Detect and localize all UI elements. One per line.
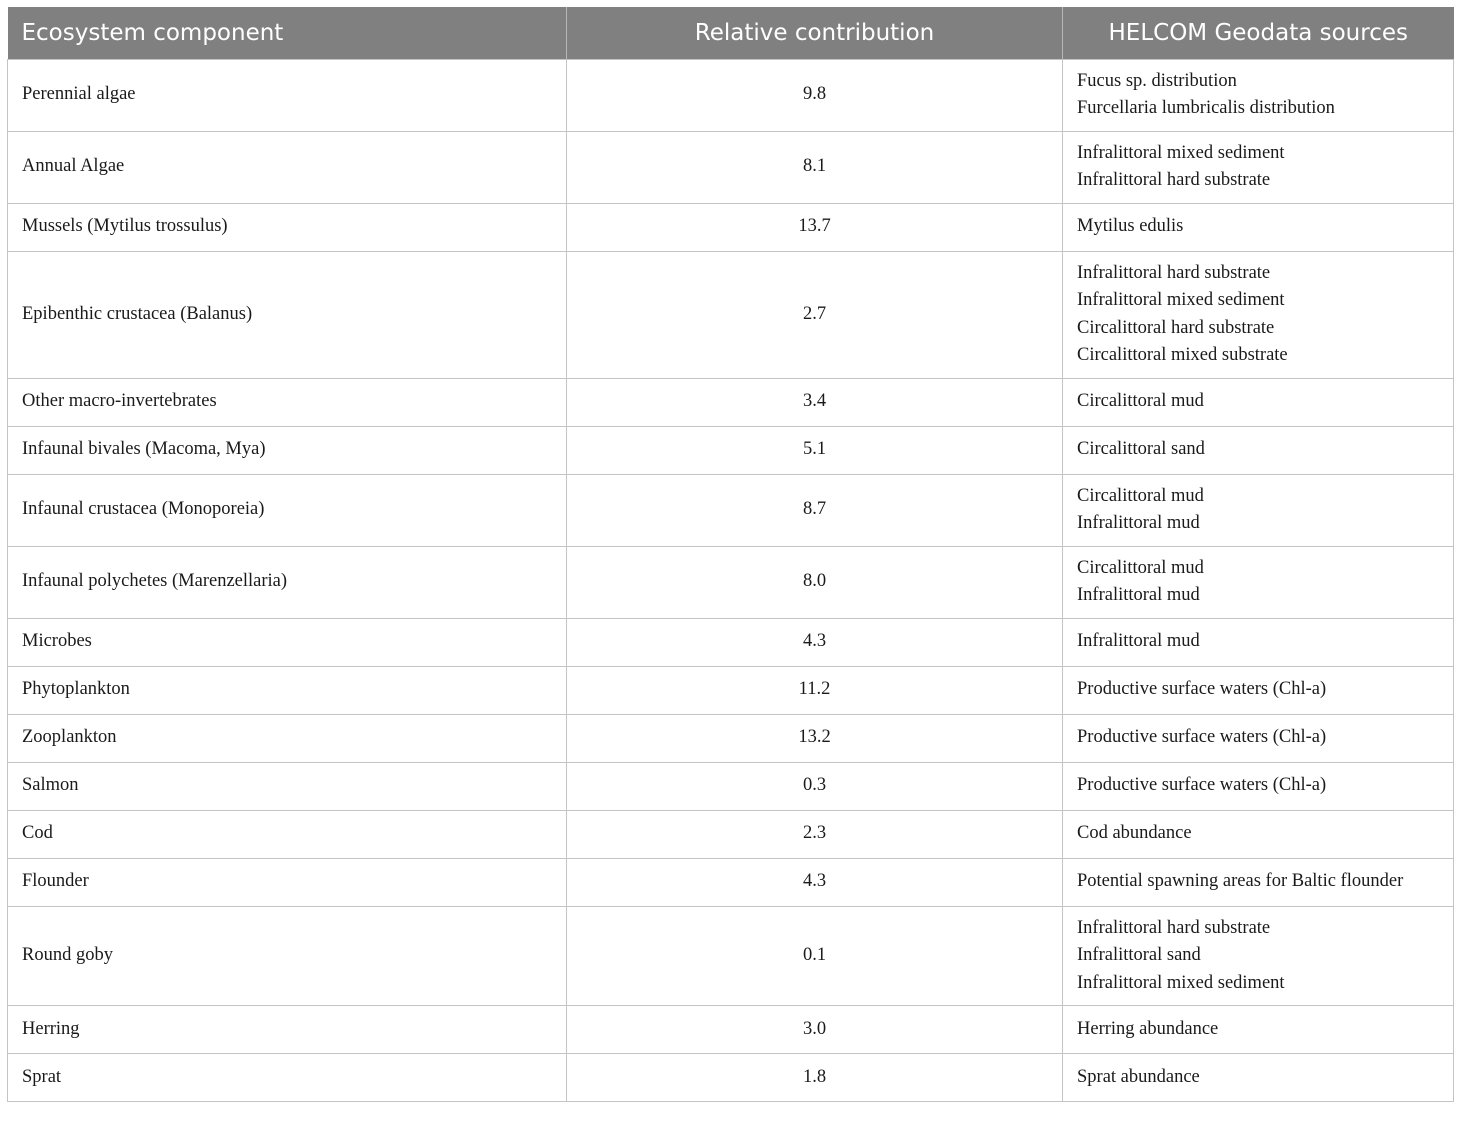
- geodata-sources-cell: [1063, 618, 1454, 666]
- geodata-source-item: Circalittoral mixed substrate: [1077, 345, 1288, 365]
- header-helcom-geodata-sources: HELCOM Geodata sources: [1063, 7, 1454, 59]
- geodata-source-item: Infralittoral hard substrate: [1077, 170, 1271, 190]
- geodata-sources-cell: [1063, 426, 1454, 474]
- geodata-source-item: Circalittoral mud: [1077, 557, 1204, 578]
- relative-contribution-cell: 8.7: [567, 474, 1063, 546]
- table-row: [8, 378, 1454, 426]
- table-row: [8, 426, 1454, 474]
- table-row: [8, 714, 1454, 762]
- ecosystem-component-cell: Cod: [8, 810, 567, 858]
- geodata-sources-cell: [1063, 203, 1454, 251]
- table-row: [8, 546, 1454, 618]
- ecosystem-component-cell: Infaunal crustacea (Monoporeia): [8, 474, 567, 546]
- relative-contribution-cell: 3.0: [567, 1006, 1063, 1054]
- ecosystem-component-cell: Infaunal bivales (Macoma, Mya): [8, 426, 567, 474]
- header-relative-contribution: Relative contribution: [567, 7, 1063, 59]
- geodata-sources-cell: [1063, 666, 1454, 714]
- relative-contribution-cell: 2.7: [567, 251, 1063, 378]
- geodata-source-item: Sprat abundance: [1077, 1066, 1200, 1087]
- ecosystem-component-cell: Flounder: [8, 858, 567, 906]
- table-row: [8, 59, 1454, 131]
- relative-contribution-cell: 13.7: [567, 203, 1063, 251]
- geodata-sources-cell: [1063, 378, 1454, 426]
- ecosystem-table: [7, 7, 1454, 1102]
- ecosystem-component-cell: Zooplankton: [8, 714, 567, 762]
- geodata-sources-cell: [1063, 251, 1454, 378]
- geodata-sources-cell: [1063, 906, 1454, 1006]
- geodata-source-item: Productive surface waters (Chl-a): [1077, 775, 1327, 796]
- ecosystem-component-cell: Mussels (Mytilus trossulus): [8, 203, 567, 251]
- relative-contribution-cell: 5.1: [567, 426, 1063, 474]
- table-body: [8, 59, 1454, 1102]
- geodata-source-item: Circalittoral hard substrate: [1077, 317, 1275, 338]
- geodata-sources-cell: [1063, 810, 1454, 858]
- table-row: [8, 762, 1454, 810]
- relative-contribution-cell: 0.1: [567, 906, 1063, 1006]
- geodata-source-item: Infralittoral hard substrate: [1077, 917, 1271, 938]
- geodata-source-item: Furcellaria lumbricalis distribution: [1077, 98, 1335, 118]
- table-row: [8, 618, 1454, 666]
- ecosystem-component-cell: Salmon: [8, 762, 567, 810]
- geodata-source-item: Infralittoral mixed sediment: [1077, 142, 1285, 163]
- geodata-sources-cell: [1063, 546, 1454, 618]
- relative-contribution-cell: 4.3: [567, 858, 1063, 906]
- ecosystem-component-cell: Phytoplankton: [8, 666, 567, 714]
- ecosystem-component-cell: Annual Algae: [8, 131, 567, 203]
- geodata-sources-cell: [1063, 714, 1454, 762]
- geodata-source-item: Infralittoral mud: [1077, 513, 1200, 533]
- relative-contribution-cell: 1.8: [567, 1054, 1063, 1102]
- relative-contribution-cell: 4.3: [567, 618, 1063, 666]
- geodata-source-item: Mytilus edulis: [1077, 216, 1184, 237]
- ecosystem-component-cell: Herring: [8, 1006, 567, 1054]
- geodata-source-item: Productive surface waters (Chl-a): [1077, 727, 1327, 748]
- ecosystem-component-cell: Other macro-invertebrates: [8, 378, 567, 426]
- table-row: [8, 1054, 1454, 1102]
- table-row: [8, 474, 1454, 546]
- ecosystem-component-cell: Sprat: [8, 1054, 567, 1102]
- relative-contribution-cell: 3.4: [567, 378, 1063, 426]
- geodata-source-item: Circalittoral sand: [1077, 439, 1205, 460]
- geodata-source-item: Infralittoral mixed sediment: [1077, 972, 1285, 993]
- geodata-source-item: Infralittoral mud: [1077, 631, 1200, 652]
- geodata-sources-cell: [1063, 1006, 1454, 1054]
- geodata-source-item: Infralittoral mixed sediment: [1077, 290, 1285, 310]
- geodata-source-item: Infralittoral hard substrate: [1077, 262, 1271, 283]
- geodata-sources-cell: [1063, 131, 1454, 203]
- geodata-source-item: Circalittoral mud: [1077, 391, 1204, 412]
- relative-contribution-cell: 9.8: [567, 59, 1063, 131]
- ecosystem-component-cell: Perennial algae: [8, 59, 567, 131]
- relative-contribution-cell: 2.3: [567, 810, 1063, 858]
- table-row: [8, 203, 1454, 251]
- geodata-source-item: Potential spawning areas for Baltic flounder: [1077, 871, 1404, 892]
- geodata-sources-cell: [1063, 59, 1454, 131]
- ecosystem-component-cell: Round goby: [8, 906, 567, 1006]
- geodata-sources-cell: [1063, 1054, 1454, 1102]
- ecosystem-component-cell: Microbes: [8, 618, 567, 666]
- table-row: [8, 810, 1454, 858]
- relative-contribution-cell: 11.2: [567, 666, 1063, 714]
- relative-contribution-cell: 8.0: [567, 546, 1063, 618]
- table-header: [8, 7, 1454, 59]
- table-row: [8, 906, 1454, 1006]
- header-ecosystem-component: Ecosystem component: [8, 7, 567, 59]
- geodata-sources-cell: [1063, 858, 1454, 906]
- geodata-source-item: Productive surface waters (Chl-a): [1077, 679, 1327, 700]
- relative-contribution-cell: 8.1: [567, 131, 1063, 203]
- geodata-source-item: Infralittoral sand: [1077, 945, 1201, 965]
- geodata-sources-cell: [1063, 762, 1454, 810]
- header-row: [8, 7, 1454, 59]
- geodata-source-item: Infralittoral mud: [1077, 585, 1200, 605]
- geodata-source-item: Fucus sp. distribution: [1077, 70, 1237, 91]
- table-row: [8, 858, 1454, 906]
- geodata-sources-cell: [1063, 474, 1454, 546]
- geodata-source-item: Cod abundance: [1077, 823, 1192, 844]
- ecosystem-component-cell: Infaunal polychetes (Marenzellaria): [8, 546, 567, 618]
- geodata-source-item: Circalittoral mud: [1077, 485, 1204, 506]
- table-row: [8, 251, 1454, 378]
- table-row: [8, 1006, 1454, 1054]
- relative-contribution-cell: 0.3: [567, 762, 1063, 810]
- geodata-source-item: Herring abundance: [1077, 1018, 1219, 1039]
- relative-contribution-cell: 13.2: [567, 714, 1063, 762]
- ecosystem-component-cell: Epibenthic crustacea (Balanus): [8, 251, 567, 378]
- table-row: [8, 131, 1454, 203]
- table-row: [8, 666, 1454, 714]
